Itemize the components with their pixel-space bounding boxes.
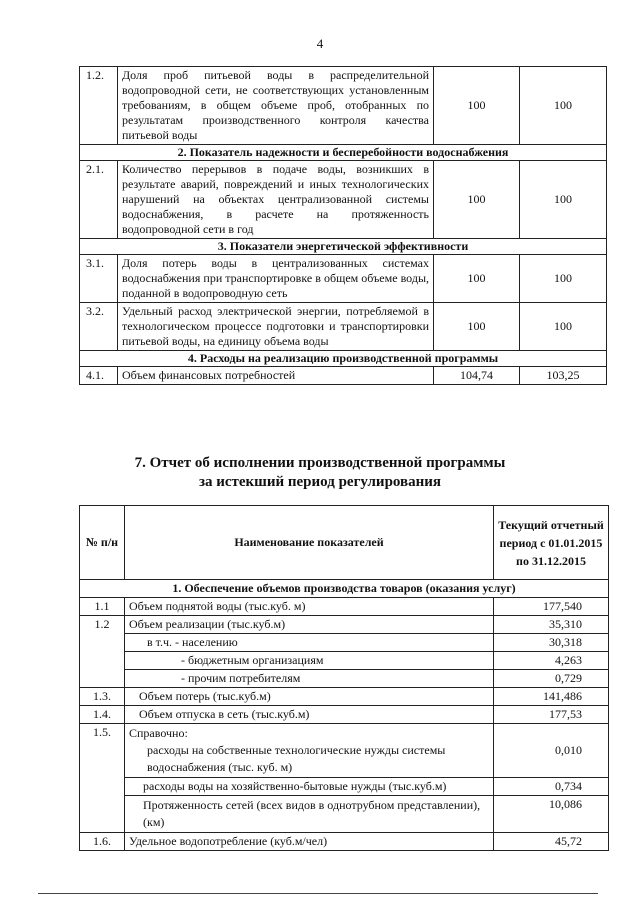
- row-number: 1.5.: [80, 724, 125, 778]
- indicator-value: 0,729: [494, 670, 609, 688]
- indicator-name: Объем реализации (тыс.куб.м): [125, 616, 494, 634]
- row-number: [80, 634, 125, 652]
- indicator-value: 0,010: [494, 724, 609, 778]
- indicator-value: 10,086: [494, 796, 609, 833]
- report-table: [79, 505, 609, 851]
- indicator-name: Объем поднятой воды (тыс.куб. м): [125, 598, 494, 616]
- indicator-name: Объем отпуска в сеть (тыс.куб.м): [125, 706, 494, 724]
- indicator-value: 0,734: [494, 778, 609, 796]
- table-row: [80, 255, 607, 303]
- table-row: [80, 778, 609, 796]
- section-row: [80, 351, 607, 367]
- indicator-value: 100: [520, 255, 607, 303]
- row-number: [80, 796, 125, 833]
- reference-label: Справочно:: [129, 726, 188, 740]
- indicator-value: 45,72: [494, 833, 609, 851]
- indicator-name: Удельный расход электрической энергии, потребляемой в технологическом процессе подготовки и транспортировки питьевой воды, на единицу объема воды: [118, 303, 434, 351]
- indicator-value: 100: [434, 161, 520, 239]
- row-number: 3.1.: [80, 255, 118, 303]
- table-row: [80, 161, 607, 239]
- table-row: [80, 67, 607, 145]
- table-row: [80, 688, 609, 706]
- row-number: 1.4.: [80, 706, 125, 724]
- column-header-name: Наименование показателей: [125, 506, 494, 580]
- indicator-value: 141,486: [494, 688, 609, 706]
- indicator-value: 100: [520, 161, 607, 239]
- section-row: [80, 580, 609, 598]
- row-number: 1.1: [80, 598, 125, 616]
- indicator-name: Количество перерывов в подаче воды, возникших в результате аварий, повреждений и иных технологических нарушений на объектах централизованной системы водоснабжения, в расчете на протяженность водопроводной сети в год: [118, 161, 434, 239]
- indicator-name: Удельное водопотребление (куб.м/чел): [125, 833, 494, 851]
- indicator-value: 35,310: [494, 616, 609, 634]
- report-title-line: за истекший период регулирования: [198, 474, 442, 490]
- table-row: [80, 367, 607, 385]
- section-row: [80, 145, 607, 161]
- report-title: [0, 454, 640, 492]
- row-number: 4.1.: [80, 367, 118, 385]
- indicator-value: 100: [520, 303, 607, 351]
- indicator-name: в т.ч. - населению: [125, 634, 494, 652]
- page-bottom-rule: [38, 893, 598, 894]
- indicator-name: - бюджетным организациям: [125, 652, 494, 670]
- indicator-name: [125, 724, 494, 778]
- row-number: [80, 670, 125, 688]
- table-row: [80, 616, 609, 634]
- page-number: 4: [316, 36, 324, 51]
- table-row: [80, 670, 609, 688]
- row-number: 2.1.: [80, 161, 118, 239]
- column-header-number: № п/н: [80, 506, 125, 580]
- table-row: [80, 833, 609, 851]
- indicator-name: Объем потерь (тыс.куб.м): [125, 688, 494, 706]
- row-number: 1.3.: [80, 688, 125, 706]
- table-row: [80, 706, 609, 724]
- indicator-value: 104,74: [434, 367, 520, 385]
- indicator-value: 100: [434, 255, 520, 303]
- column-header-period: Текущий отчетный период с 01.01.2015 по 31.12.2015: [494, 506, 609, 580]
- indicator-value: 100: [434, 67, 520, 145]
- report-title-line: 7. Отчет об исполнении производственной программы: [134, 455, 506, 471]
- indicator-name: расходы воды на хозяйственно-бытовые нужды (тыс.куб.м): [125, 778, 494, 796]
- indicator-value: 103,25: [520, 367, 607, 385]
- table-row: [80, 634, 609, 652]
- section-heading: 3. Показатели энергетической эффективности: [80, 239, 607, 255]
- row-number: 3.2.: [80, 303, 118, 351]
- indicator-name: Протяженность сетей (всех видов в однотрубном представлении), (км): [125, 796, 494, 833]
- section-row: [80, 239, 607, 255]
- row-number: 1.2: [80, 616, 125, 634]
- table-row: [80, 652, 609, 670]
- indicator-name: Доля проб питьевой воды в распределительной водопроводной сети, не соответствующих установленным требованиям, в общем объеме проб, отобранных по результатам производственного контроля качества питьевой воды: [118, 67, 434, 145]
- row-number: [80, 652, 125, 670]
- indicator-name: Объем финансовых потребностей: [118, 367, 434, 385]
- indicator-value: 30,318: [494, 634, 609, 652]
- table-header-row: [80, 506, 609, 580]
- indicator-value: 100: [434, 303, 520, 351]
- section-heading: 4. Расходы на реализацию производственной программы: [80, 351, 607, 367]
- row-number: 1.6.: [80, 833, 125, 851]
- row-number: 1.2.: [80, 67, 118, 145]
- table-row: [80, 724, 609, 778]
- table-row: [80, 303, 607, 351]
- indicators-table: [79, 66, 607, 385]
- indicator-value: 177,540: [494, 598, 609, 616]
- table-row: [80, 796, 609, 833]
- section-heading: 1. Обеспечение объемов производства товаров (оказания услуг): [80, 580, 609, 598]
- row-number: [80, 778, 125, 796]
- indicator-name: - прочим потребителям: [125, 670, 494, 688]
- indicator-value: 177,53: [494, 706, 609, 724]
- indicator-subname: расходы на собственные технологические нужды системы водоснабжения (тыс. куб. м): [147, 743, 446, 774]
- indicator-value: 4,263: [494, 652, 609, 670]
- indicator-name: Доля потерь воды в централизованных системах водоснабжения при транспортировке в общем объеме воды, поданной в водопроводную сеть: [118, 255, 434, 303]
- table-row: [80, 598, 609, 616]
- indicator-value: 100: [520, 67, 607, 145]
- section-heading: 2. Показатель надежности и бесперебойности водоснабжения: [80, 145, 607, 161]
